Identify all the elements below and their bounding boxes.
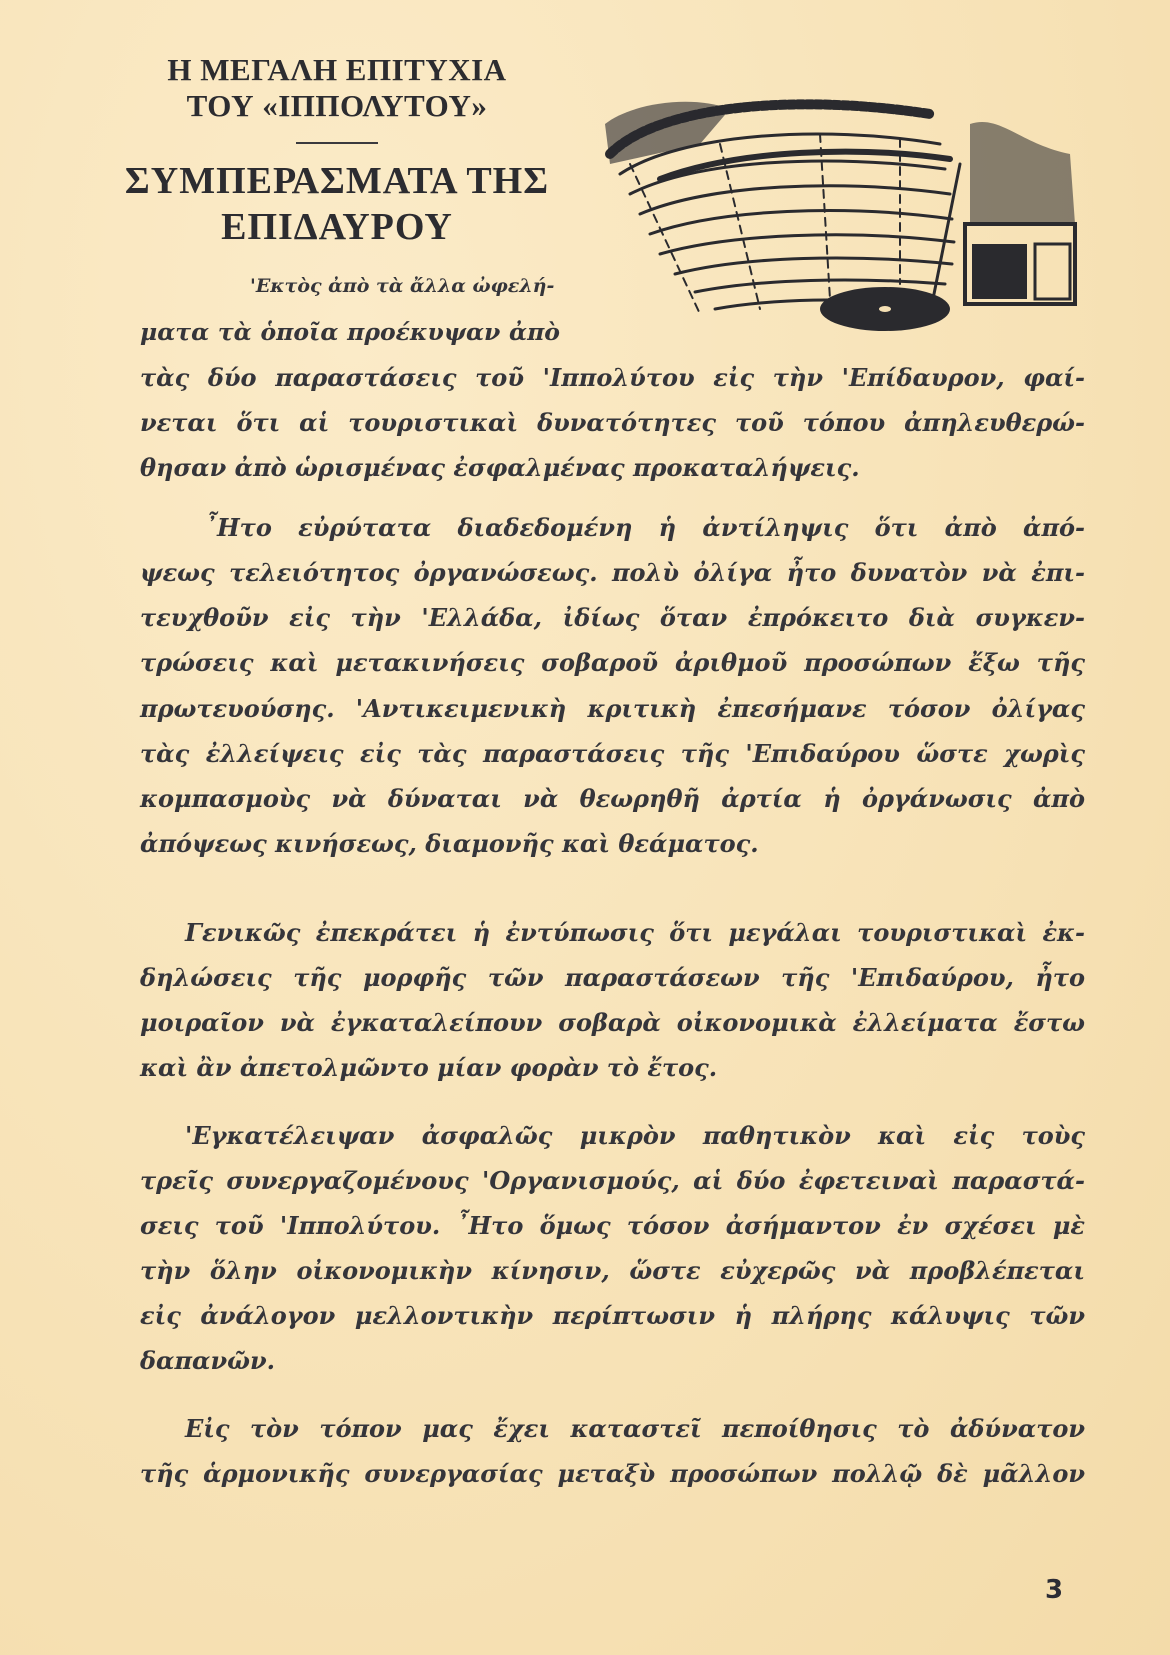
text-line: τὰς δύο παραστάσεις τοῦ 'Ιππολύτου εἰς τὴν 'Επίδαυρον, φαί- bbox=[140, 363, 1085, 392]
headline-line-1: Η ΜΕΓΑΛΗ ΕΠΙΤΥΧΙΑ bbox=[167, 52, 507, 87]
text-line: 'Εγκατέλειψαν ἀσφαλῶς μικρὸν παθητικὸν καὶ εἰς τοὺς bbox=[185, 1121, 1085, 1150]
title-divider bbox=[296, 142, 378, 144]
text-line: τευχθοῦν εἰς τὴν 'Ελλάδα, ἰδίως ὅταν ἐπρόκειτο διὰ συγκεν- bbox=[140, 603, 1085, 632]
subheadline-line-1: ΣΥΜΠΕΡΑΣΜΑΤΑ ΤΗΣ bbox=[124, 160, 550, 202]
text-line: δαπανῶν. bbox=[140, 1346, 276, 1375]
text-line: καὶ ἂν ἀπετολμῶντο μίαν φορὰν τὸ ἔτος. bbox=[140, 1053, 718, 1082]
page-number: 3 bbox=[1045, 1575, 1064, 1605]
text-line: σεις τοῦ 'Ιππολύτου. ῏Ητο ὅμως τόσον ἀσήμαντον ἐν σχέσει μὲ bbox=[140, 1211, 1085, 1240]
text-line: μοιραῖον νὰ ἐγκαταλείπουν σοβαρὰ οἰκονομικὰ ἐλλείματα ἔστω bbox=[140, 1008, 1085, 1037]
text-line: τὴν ὅλην οἰκονομικὴν κίνησιν, ὥστε εὐχερῶς νὰ προβλέπεται bbox=[140, 1256, 1085, 1285]
ancient-theatre-icon bbox=[600, 84, 1080, 344]
text-line: ψεως τελειότητος ὀργανώσεως. πολὺ ὀλίγα ἦτο δυνατὸν νὰ ἐπι- bbox=[140, 558, 1085, 587]
text-line: τῆς ἁρμονικῆς συνεργασίας μεταξὺ προσώπων πολλῷ δὲ μᾶλλον bbox=[140, 1459, 1085, 1488]
text-line: Γενικῶς ἐπεκράτει ἡ ἐντύπωσις ὅτι μεγάλαι τουριστικαὶ ἐκ- bbox=[185, 918, 1085, 947]
headline-line-2: ΤΟΥ «ΙΠΠΟΛΥΤΟΥ» bbox=[186, 88, 488, 123]
text-line: δηλώσεις τῆς μορφῆς τῶν παραστάσεων τῆς 'Επιδαύρου, ἦτο bbox=[140, 963, 1085, 992]
text-line: εἰς ἀνάλογον μελλοντικὴν περίπτωσιν ἡ πλήρης κάλυψις τῶν bbox=[140, 1301, 1085, 1330]
text-line: ῏Ητο εὐρύτατα διαδεδομένη ἡ ἀντίληψις ὅτι ἀπὸ ἀπό- bbox=[205, 513, 1085, 542]
text-line: Εἰς τὸν τόπον μας ἔχει καταστεῖ πεποίθησις τὸ ἀδύνατον bbox=[185, 1414, 1085, 1443]
text-line: πρωτευούσης. 'Αντικειμενικὴ κριτικὴ ἐπεσήμανε τόσον ὀλίγας bbox=[140, 694, 1085, 723]
text-line: 'Εκτὸς ἀπὸ τὰ ἄλλα ὠφελή- bbox=[250, 275, 555, 297]
text-line: ματα τὰ ὁποῖα προέκυψαν ἀπὸ bbox=[140, 318, 560, 346]
title-block bbox=[112, 52, 562, 250]
subheadline-line-2: ΕΠΙΔΑΥΡΟΥ bbox=[221, 206, 453, 248]
text-line: θησαν ἀπὸ ὡρισμένας ἐσφαλμένας προκαταλήψεις. bbox=[140, 453, 860, 482]
text-line: τρεῖς συνεργαζομένους 'Οργανισμούς, αἱ δύο ἐφετειναὶ παραστά- bbox=[140, 1166, 1085, 1195]
text-line: τρώσεις καὶ μετακινήσεις σοβαροῦ ἀριθμοῦ προσώπων ἔξω τῆς bbox=[140, 648, 1085, 677]
text-line: τὰς ἐλλείψεις εἰς τὰς παραστάσεις τῆς 'Επιδαύρου ὥστε χωρὶς bbox=[140, 739, 1085, 768]
text-line: ἀπόψεως κινήσεως, διαμονῆς καὶ θεάματος. bbox=[140, 829, 759, 858]
text-line: κομπασμοὺς νὰ δύναται νὰ θεωρηθῆ ἀρτία ἡ ὀργάνωσις ἀπὸ bbox=[140, 784, 1085, 813]
text-line: νεται ὅτι αἱ τουριστικαὶ δυνατότητες τοῦ τόπου ἀπηλευθερώ- bbox=[140, 408, 1085, 437]
